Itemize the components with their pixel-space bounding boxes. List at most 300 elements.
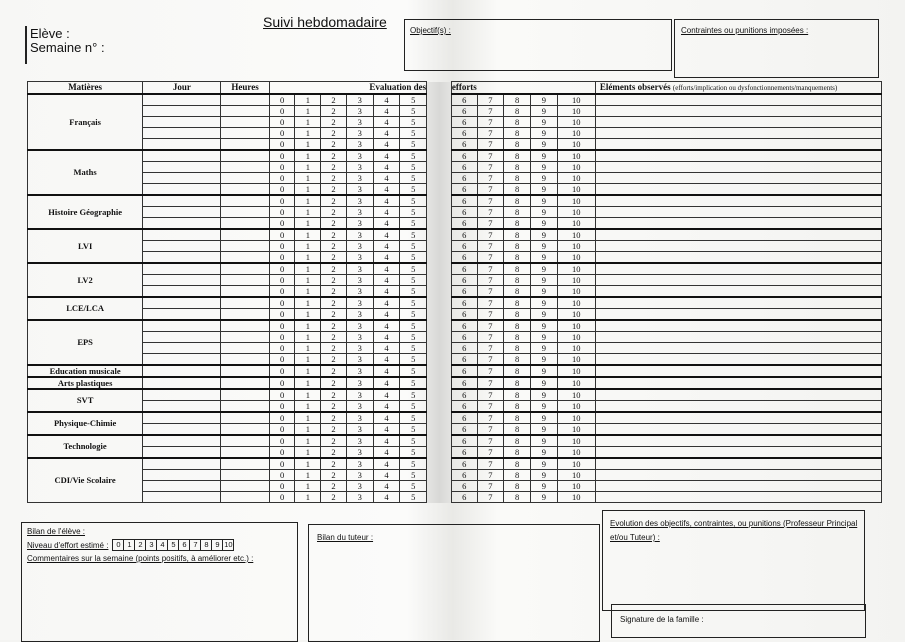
- score-option[interactable]: 2: [321, 117, 347, 128]
- score-option[interactable]: 2: [321, 150, 347, 162]
- score-option[interactable]: 9: [531, 332, 558, 343]
- score-option[interactable]: 6: [451, 117, 477, 128]
- score-option[interactable]: 7: [477, 128, 504, 139]
- heures-cell[interactable]: [221, 435, 269, 447]
- score-option[interactable]: 4: [373, 207, 400, 218]
- score-option[interactable]: 5: [400, 470, 427, 481]
- score-option[interactable]: 1: [295, 365, 321, 377]
- heures-cell[interactable]: [221, 332, 269, 343]
- score-option[interactable]: 7: [477, 389, 504, 401]
- score-option[interactable]: 6: [451, 320, 477, 332]
- score-option[interactable]: 10: [557, 117, 595, 128]
- score-option[interactable]: 2: [321, 354, 347, 366]
- score-option[interactable]: 3: [346, 229, 373, 241]
- score-option[interactable]: 4: [373, 162, 400, 173]
- jour-cell[interactable]: [143, 229, 221, 241]
- score-option[interactable]: 1: [295, 252, 321, 264]
- score-option[interactable]: 10: [557, 332, 595, 343]
- score-option[interactable]: 4: [373, 447, 400, 459]
- score-option[interactable]: 9: [531, 263, 558, 275]
- score-option[interactable]: 1: [295, 207, 321, 218]
- score-option[interactable]: 2: [321, 332, 347, 343]
- score-option[interactable]: 4: [373, 332, 400, 343]
- score-option[interactable]: 7: [477, 332, 504, 343]
- score-option[interactable]: 1: [295, 481, 321, 492]
- score-option[interactable]: 5: [400, 173, 427, 184]
- score-option[interactable]: 0: [269, 458, 295, 470]
- score-option[interactable]: 6: [451, 447, 477, 459]
- score-option[interactable]: 0: [269, 435, 295, 447]
- observation-cell[interactable]: [595, 389, 881, 401]
- heures-cell[interactable]: [221, 481, 269, 492]
- score-option[interactable]: 0: [269, 447, 295, 459]
- contraintes-box[interactable]: [674, 19, 879, 78]
- score-option[interactable]: 1: [295, 173, 321, 184]
- score-option[interactable]: 2: [321, 320, 347, 332]
- score-option[interactable]: 4: [373, 320, 400, 332]
- score-option[interactable]: 8: [504, 241, 531, 252]
- heures-cell[interactable]: [221, 263, 269, 275]
- score-option[interactable]: 4: [373, 389, 400, 401]
- heures-cell[interactable]: [221, 117, 269, 128]
- jour-cell[interactable]: [143, 207, 221, 218]
- score-option[interactable]: 1: [295, 195, 321, 207]
- observation-cell[interactable]: [595, 150, 881, 162]
- score-option[interactable]: 1: [295, 117, 321, 128]
- score-option[interactable]: 6: [451, 207, 477, 218]
- score-option[interactable]: 8: [504, 492, 531, 503]
- score-option[interactable]: 9: [531, 150, 558, 162]
- score-option[interactable]: 0: [269, 401, 295, 413]
- score-option[interactable]: 0: [269, 389, 295, 401]
- score-option[interactable]: 3: [346, 150, 373, 162]
- score-option[interactable]: 6: [451, 470, 477, 481]
- heures-cell[interactable]: [221, 343, 269, 354]
- score-option[interactable]: 10: [557, 447, 595, 459]
- score-option[interactable]: 9: [531, 458, 558, 470]
- score-option[interactable]: 0: [269, 275, 295, 286]
- heures-cell[interactable]: [221, 195, 269, 207]
- score-option[interactable]: 8: [504, 377, 531, 389]
- score-option[interactable]: 5: [400, 106, 427, 117]
- score-option[interactable]: 9: [531, 106, 558, 117]
- heures-cell[interactable]: [221, 470, 269, 481]
- jour-cell[interactable]: [143, 195, 221, 207]
- jour-cell[interactable]: [143, 297, 221, 309]
- score-option[interactable]: 1: [295, 241, 321, 252]
- score-option[interactable]: 1: [295, 354, 321, 366]
- score-option[interactable]: 10: [557, 128, 595, 139]
- score-option[interactable]: 2: [321, 343, 347, 354]
- observation-cell[interactable]: [595, 173, 881, 184]
- score-option[interactable]: 10: [557, 389, 595, 401]
- effort-level-option[interactable]: 2: [134, 539, 146, 551]
- score-option[interactable]: 9: [531, 492, 558, 503]
- heures-cell[interactable]: [221, 447, 269, 459]
- score-option[interactable]: 10: [557, 173, 595, 184]
- score-option[interactable]: 0: [269, 354, 295, 366]
- score-option[interactable]: 8: [504, 481, 531, 492]
- score-option[interactable]: 7: [477, 458, 504, 470]
- score-option[interactable]: 0: [269, 207, 295, 218]
- score-option[interactable]: 4: [373, 377, 400, 389]
- jour-cell[interactable]: [143, 241, 221, 252]
- score-option[interactable]: 0: [269, 184, 295, 196]
- score-option[interactable]: 7: [477, 470, 504, 481]
- score-option[interactable]: 3: [346, 139, 373, 151]
- heures-cell[interactable]: [221, 229, 269, 241]
- score-option[interactable]: 6: [451, 94, 477, 106]
- score-option[interactable]: 3: [346, 481, 373, 492]
- score-option[interactable]: 6: [451, 481, 477, 492]
- score-option[interactable]: 7: [477, 195, 504, 207]
- score-option[interactable]: 4: [373, 297, 400, 309]
- observation-cell[interactable]: [595, 139, 881, 151]
- score-option[interactable]: 6: [451, 229, 477, 241]
- score-option[interactable]: 8: [504, 332, 531, 343]
- score-option[interactable]: 0: [269, 481, 295, 492]
- jour-cell[interactable]: [143, 128, 221, 139]
- score-option[interactable]: 3: [346, 401, 373, 413]
- score-option[interactable]: 10: [557, 139, 595, 151]
- jour-cell[interactable]: [143, 106, 221, 117]
- heures-cell[interactable]: [221, 252, 269, 264]
- heures-cell[interactable]: [221, 286, 269, 298]
- score-option[interactable]: 10: [557, 365, 595, 377]
- heures-cell[interactable]: [221, 309, 269, 321]
- score-option[interactable]: 0: [269, 150, 295, 162]
- evolution-box[interactable]: [602, 510, 865, 611]
- jour-cell[interactable]: [143, 458, 221, 470]
- score-option[interactable]: 9: [531, 173, 558, 184]
- jour-cell[interactable]: [143, 343, 221, 354]
- score-option[interactable]: 6: [451, 275, 477, 286]
- score-option[interactable]: 8: [504, 458, 531, 470]
- score-option[interactable]: 6: [451, 150, 477, 162]
- score-option[interactable]: 0: [269, 297, 295, 309]
- heures-cell[interactable]: [221, 320, 269, 332]
- observation-cell[interactable]: [595, 435, 881, 447]
- jour-cell[interactable]: [143, 481, 221, 492]
- score-option[interactable]: 8: [504, 343, 531, 354]
- effort-level-option[interactable]: 6: [178, 539, 190, 551]
- score-option[interactable]: 1: [295, 297, 321, 309]
- observation-cell[interactable]: [595, 229, 881, 241]
- score-option[interactable]: 8: [504, 150, 531, 162]
- observation-cell[interactable]: [595, 343, 881, 354]
- score-option[interactable]: 2: [321, 470, 347, 481]
- score-option[interactable]: 7: [477, 365, 504, 377]
- score-option[interactable]: 7: [477, 207, 504, 218]
- effort-level-option[interactable]: 7: [189, 539, 201, 551]
- score-option[interactable]: 6: [451, 332, 477, 343]
- observation-cell[interactable]: [595, 275, 881, 286]
- score-option[interactable]: 6: [451, 162, 477, 173]
- score-option[interactable]: 9: [531, 435, 558, 447]
- score-option[interactable]: 0: [269, 94, 295, 106]
- jour-cell[interactable]: [143, 492, 221, 503]
- heures-cell[interactable]: [221, 458, 269, 470]
- score-option[interactable]: 6: [451, 458, 477, 470]
- score-option[interactable]: 2: [321, 139, 347, 151]
- score-option[interactable]: 9: [531, 365, 558, 377]
- jour-cell[interactable]: [143, 389, 221, 401]
- score-option[interactable]: 9: [531, 297, 558, 309]
- score-option[interactable]: 6: [451, 412, 477, 424]
- score-option[interactable]: 0: [269, 128, 295, 139]
- effort-level-option[interactable]: 1: [123, 539, 135, 551]
- score-option[interactable]: 1: [295, 229, 321, 241]
- score-option[interactable]: 3: [346, 218, 373, 230]
- observation-cell[interactable]: [595, 106, 881, 117]
- score-option[interactable]: 1: [295, 343, 321, 354]
- score-option[interactable]: 0: [269, 139, 295, 151]
- score-option[interactable]: 6: [451, 389, 477, 401]
- jour-cell[interactable]: [143, 218, 221, 230]
- score-option[interactable]: 0: [269, 470, 295, 481]
- heures-cell[interactable]: [221, 275, 269, 286]
- score-option[interactable]: 9: [531, 94, 558, 106]
- score-option[interactable]: 10: [557, 470, 595, 481]
- observation-cell[interactable]: [595, 470, 881, 481]
- heures-cell[interactable]: [221, 184, 269, 196]
- score-option[interactable]: 8: [504, 412, 531, 424]
- score-option[interactable]: 1: [295, 412, 321, 424]
- score-option[interactable]: 7: [477, 162, 504, 173]
- heures-cell[interactable]: [221, 377, 269, 389]
- observation-cell[interactable]: [595, 412, 881, 424]
- score-option[interactable]: 1: [295, 275, 321, 286]
- score-option[interactable]: 9: [531, 309, 558, 321]
- score-option[interactable]: 0: [269, 106, 295, 117]
- observation-cell[interactable]: [595, 365, 881, 377]
- jour-cell[interactable]: [143, 401, 221, 413]
- score-option[interactable]: 2: [321, 241, 347, 252]
- jour-cell[interactable]: [143, 162, 221, 173]
- score-option[interactable]: 10: [557, 492, 595, 503]
- heures-cell[interactable]: [221, 94, 269, 106]
- score-option[interactable]: 9: [531, 377, 558, 389]
- score-option[interactable]: 7: [477, 263, 504, 275]
- score-option[interactable]: 4: [373, 117, 400, 128]
- score-option[interactable]: 2: [321, 309, 347, 321]
- score-option[interactable]: 4: [373, 218, 400, 230]
- score-option[interactable]: 8: [504, 106, 531, 117]
- score-option[interactable]: 3: [346, 412, 373, 424]
- score-option[interactable]: 3: [346, 128, 373, 139]
- score-option[interactable]: 7: [477, 218, 504, 230]
- score-option[interactable]: 8: [504, 447, 531, 459]
- score-option[interactable]: 9: [531, 343, 558, 354]
- score-option[interactable]: 2: [321, 263, 347, 275]
- score-option[interactable]: 2: [321, 389, 347, 401]
- score-option[interactable]: 4: [373, 435, 400, 447]
- score-option[interactable]: 10: [557, 401, 595, 413]
- score-option[interactable]: 6: [451, 309, 477, 321]
- heures-cell[interactable]: [221, 218, 269, 230]
- observation-cell[interactable]: [595, 401, 881, 413]
- score-option[interactable]: 3: [346, 263, 373, 275]
- score-option[interactable]: 0: [269, 365, 295, 377]
- score-option[interactable]: 4: [373, 481, 400, 492]
- score-option[interactable]: 4: [373, 128, 400, 139]
- jour-cell[interactable]: [143, 150, 221, 162]
- score-option[interactable]: 3: [346, 470, 373, 481]
- score-option[interactable]: 7: [477, 492, 504, 503]
- score-option[interactable]: 8: [504, 286, 531, 298]
- score-option[interactable]: 7: [477, 117, 504, 128]
- score-option[interactable]: 7: [477, 343, 504, 354]
- score-option[interactable]: 3: [346, 492, 373, 503]
- score-option[interactable]: 8: [504, 435, 531, 447]
- score-option[interactable]: 9: [531, 481, 558, 492]
- score-option[interactable]: 9: [531, 117, 558, 128]
- score-option[interactable]: 2: [321, 218, 347, 230]
- score-option[interactable]: 0: [269, 229, 295, 241]
- score-option[interactable]: 5: [400, 195, 427, 207]
- observation-cell[interactable]: [595, 128, 881, 139]
- score-option[interactable]: 0: [269, 492, 295, 503]
- observation-cell[interactable]: [595, 218, 881, 230]
- score-option[interactable]: 6: [451, 297, 477, 309]
- score-option[interactable]: 10: [557, 195, 595, 207]
- score-option[interactable]: 0: [269, 263, 295, 275]
- score-option[interactable]: 9: [531, 184, 558, 196]
- score-option[interactable]: 1: [295, 309, 321, 321]
- score-option[interactable]: 9: [531, 207, 558, 218]
- score-option[interactable]: 3: [346, 184, 373, 196]
- score-option[interactable]: 10: [557, 354, 595, 366]
- jour-cell[interactable]: [143, 412, 221, 424]
- score-option[interactable]: 6: [451, 184, 477, 196]
- score-option[interactable]: 4: [373, 492, 400, 503]
- score-option[interactable]: 2: [321, 401, 347, 413]
- score-option[interactable]: 2: [321, 492, 347, 503]
- score-option[interactable]: 10: [557, 275, 595, 286]
- score-option[interactable]: 7: [477, 481, 504, 492]
- score-option[interactable]: 5: [400, 218, 427, 230]
- score-option[interactable]: 6: [451, 241, 477, 252]
- score-option[interactable]: 0: [269, 195, 295, 207]
- score-option[interactable]: 6: [451, 424, 477, 436]
- score-option[interactable]: 10: [557, 458, 595, 470]
- observation-cell[interactable]: [595, 320, 881, 332]
- score-option[interactable]: 10: [557, 207, 595, 218]
- score-option[interactable]: 9: [531, 252, 558, 264]
- score-option[interactable]: 9: [531, 275, 558, 286]
- score-option[interactable]: 9: [531, 241, 558, 252]
- score-option[interactable]: 8: [504, 401, 531, 413]
- score-option[interactable]: 2: [321, 207, 347, 218]
- heures-cell[interactable]: [221, 354, 269, 366]
- score-option[interactable]: 2: [321, 162, 347, 173]
- score-option[interactable]: 1: [295, 389, 321, 401]
- heures-cell[interactable]: [221, 128, 269, 139]
- score-option[interactable]: 9: [531, 195, 558, 207]
- score-option[interactable]: 0: [269, 424, 295, 436]
- score-option[interactable]: 8: [504, 218, 531, 230]
- score-option[interactable]: 0: [269, 309, 295, 321]
- score-option[interactable]: 9: [531, 412, 558, 424]
- score-option[interactable]: 5: [400, 424, 427, 436]
- score-option[interactable]: 10: [557, 481, 595, 492]
- score-option[interactable]: 5: [400, 492, 427, 503]
- heures-cell[interactable]: [221, 106, 269, 117]
- score-option[interactable]: 8: [504, 117, 531, 128]
- score-option[interactable]: 5: [400, 458, 427, 470]
- score-option[interactable]: 4: [373, 139, 400, 151]
- observation-cell[interactable]: [595, 309, 881, 321]
- score-option[interactable]: 5: [400, 241, 427, 252]
- score-option[interactable]: 8: [504, 297, 531, 309]
- score-option[interactable]: 6: [451, 173, 477, 184]
- jour-cell[interactable]: [143, 94, 221, 106]
- score-option[interactable]: 5: [400, 117, 427, 128]
- observation-cell[interactable]: [595, 263, 881, 275]
- score-option[interactable]: 1: [295, 458, 321, 470]
- bilan-tuteur-box[interactable]: [308, 524, 600, 642]
- score-option[interactable]: 3: [346, 365, 373, 377]
- score-option[interactable]: 6: [451, 128, 477, 139]
- score-option[interactable]: 7: [477, 309, 504, 321]
- heures-cell[interactable]: [221, 492, 269, 503]
- score-option[interactable]: 8: [504, 252, 531, 264]
- score-option[interactable]: 7: [477, 184, 504, 196]
- score-option[interactable]: 5: [400, 320, 427, 332]
- score-option[interactable]: 0: [269, 286, 295, 298]
- score-option[interactable]: 1: [295, 263, 321, 275]
- score-option[interactable]: 3: [346, 207, 373, 218]
- jour-cell[interactable]: [143, 184, 221, 196]
- score-option[interactable]: 5: [400, 94, 427, 106]
- score-option[interactable]: 7: [477, 435, 504, 447]
- score-option[interactable]: 2: [321, 435, 347, 447]
- score-option[interactable]: 10: [557, 343, 595, 354]
- score-option[interactable]: 7: [477, 320, 504, 332]
- score-option[interactable]: 7: [477, 424, 504, 436]
- heures-cell[interactable]: [221, 365, 269, 377]
- score-option[interactable]: 3: [346, 286, 373, 298]
- score-option[interactable]: 9: [531, 424, 558, 436]
- score-option[interactable]: 7: [477, 150, 504, 162]
- jour-cell[interactable]: [143, 275, 221, 286]
- heures-cell[interactable]: [221, 162, 269, 173]
- score-option[interactable]: 8: [504, 354, 531, 366]
- score-option[interactable]: 0: [269, 332, 295, 343]
- observation-cell[interactable]: [595, 184, 881, 196]
- score-option[interactable]: 3: [346, 94, 373, 106]
- score-option[interactable]: 4: [373, 173, 400, 184]
- score-option[interactable]: 2: [321, 195, 347, 207]
- score-option[interactable]: 2: [321, 424, 347, 436]
- score-option[interactable]: 4: [373, 424, 400, 436]
- score-option[interactable]: 1: [295, 218, 321, 230]
- score-option[interactable]: 2: [321, 447, 347, 459]
- score-option[interactable]: 2: [321, 94, 347, 106]
- score-option[interactable]: 1: [295, 128, 321, 139]
- score-option[interactable]: 3: [346, 195, 373, 207]
- score-option[interactable]: 2: [321, 458, 347, 470]
- score-option[interactable]: 8: [504, 195, 531, 207]
- score-option[interactable]: 5: [400, 377, 427, 389]
- score-option[interactable]: 3: [346, 343, 373, 354]
- score-option[interactable]: 1: [295, 332, 321, 343]
- heures-cell[interactable]: [221, 389, 269, 401]
- score-option[interactable]: 9: [531, 354, 558, 366]
- score-option[interactable]: 1: [295, 424, 321, 436]
- score-option[interactable]: 9: [531, 389, 558, 401]
- score-option[interactable]: 6: [451, 252, 477, 264]
